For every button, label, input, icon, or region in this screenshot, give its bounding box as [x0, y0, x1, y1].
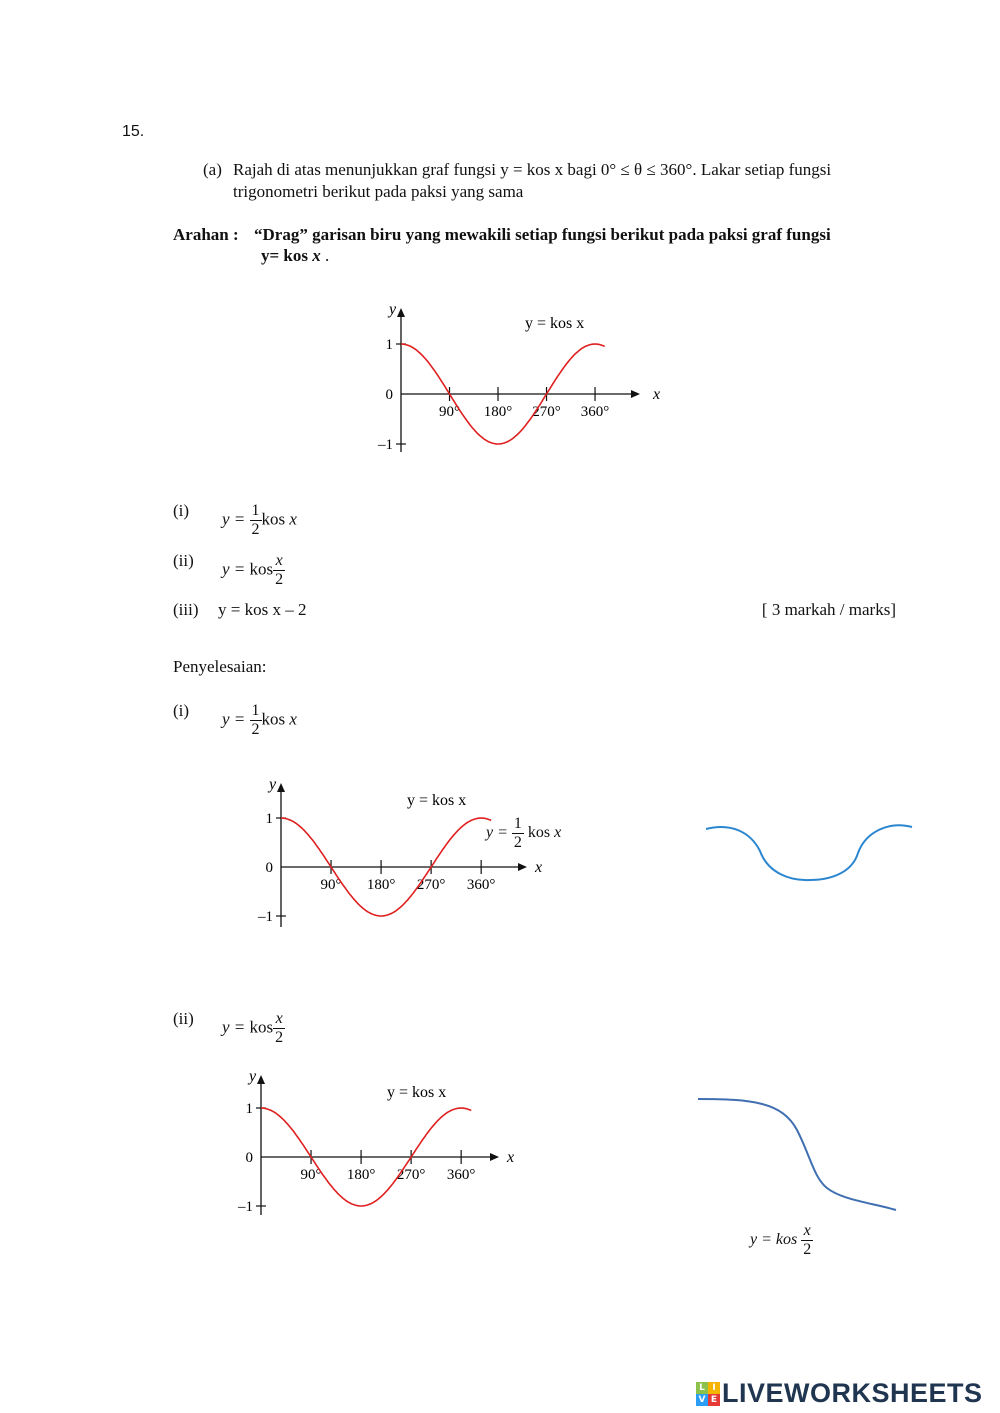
part-ii-label: (ii) [173, 551, 194, 570]
curve-label: y = kos x [387, 1084, 447, 1101]
x-tick-label: 270° [532, 404, 561, 420]
draggable-curve-cos-half-x[interactable] [692, 1090, 902, 1220]
curve-label: y = kos x [525, 315, 585, 332]
solution-ii-graph [225, 1065, 525, 1225]
logo-badge-icon: L I V E [696, 1382, 720, 1406]
curve-label: y = kos x [407, 792, 467, 809]
y-tick-label: 0 [245, 1150, 253, 1166]
part-ii-expression: y = kos $\frac{x}{2}$ [222, 552, 284, 588]
y-tick-label: 0 [265, 860, 273, 876]
solution-ii-answer-label: y = kos $\frac{x}{2}$ [750, 1222, 812, 1258]
y-tick-label: –1 [378, 437, 393, 453]
x-tick-label: 180° [483, 404, 513, 420]
part-a-label: (a) [203, 160, 222, 179]
part-iii-expression: y = kos x – 2 [218, 600, 307, 619]
y-axis-label: y [269, 776, 277, 793]
y-tick-label: 1 [265, 811, 273, 827]
intro-line-2: trigonometri berikut pada paksi yang sama [233, 182, 524, 201]
marks-text: [ 3 markah / marks] [761, 600, 896, 619]
instruction-line-1: “Drag” garisan biru yang mewakili setiap fungsi berikut pada paksi graf fungsi [254, 225, 831, 244]
fraction: $\frac{1}{2}$ [251, 502, 260, 538]
x-tick-label: 270° [396, 1167, 426, 1183]
question-number: 15. [122, 123, 145, 140]
fraction: $\frac{x}{2}$ [275, 552, 284, 588]
x-axis-arrow [518, 863, 527, 871]
x-tick-label: 360° [580, 404, 610, 420]
x-axis-label: x [653, 386, 661, 403]
part-i-label: (i) [173, 501, 190, 520]
y-tick-label: 1 [385, 337, 393, 353]
x-axis-arrow [631, 390, 640, 398]
instruction-line-2: y= kos x . [261, 246, 330, 265]
fraction: $\frac{1}{2}$ [513, 815, 522, 851]
blue-curve-line[interactable] [706, 825, 912, 880]
brand-name: LIVEWORKSHEETS [722, 1378, 983, 1408]
x-tick-label: 180° [366, 877, 396, 893]
part-iii-label: (iii) [173, 600, 199, 619]
y-tick-label: 0 [385, 387, 393, 403]
instruction-label: Arahan : [173, 225, 239, 244]
solution-i-label: (i) [173, 701, 190, 720]
x-tick-label: 90° [300, 1167, 322, 1183]
x-tick-label: 180° [346, 1167, 376, 1183]
x-tick-label: 270° [416, 877, 446, 893]
solution-heading: Penyelesaian: [173, 657, 267, 676]
x-tick-label: 90° [320, 877, 342, 893]
y-axis-label: y [389, 301, 397, 318]
solution-ii-expression: y = kos $\frac{x}{2}$ [222, 1010, 284, 1046]
solution-i-graph [245, 775, 545, 935]
x-axis-label: x [507, 1149, 515, 1166]
y-axis-arrow [257, 1075, 265, 1084]
part-i-expression: y = $\frac{1}{2}$ kos x [222, 502, 297, 538]
solution-i-expression: y = $\frac{1}{2}$ kos x [222, 702, 297, 738]
y-axis-arrow [397, 308, 405, 317]
x-axis-label: x [535, 859, 543, 876]
solution-i-answer-label: y = $\frac{1}{2}$ kos x [486, 815, 562, 851]
fraction: $\frac{x}{2}$ [275, 1010, 284, 1046]
y-tick-label: 1 [245, 1101, 253, 1117]
y-tick-label: –1 [258, 909, 273, 925]
solution-ii-label: (ii) [173, 1009, 194, 1028]
y-tick-label: –1 [238, 1199, 253, 1215]
intro-text [233, 159, 913, 203]
blue-curve-line[interactable] [698, 1099, 896, 1210]
x-axis-arrow [490, 1153, 499, 1161]
fraction: $\frac{1}{2}$ [251, 702, 260, 738]
intro-line-1: Rajah di atas menunjukkan graf fungsi y = kos x bagi 0° ≤ θ ≤ 360°. Lakar setiap fungsi [233, 160, 832, 179]
liveworksheets-logo [696, 1378, 983, 1409]
draggable-curve-half-cos[interactable] [700, 815, 920, 890]
x-tick-label: 360° [446, 1167, 476, 1183]
main-cos-graph [365, 300, 665, 460]
y-axis-label: y [249, 1068, 257, 1085]
x-tick-label: 360° [466, 877, 496, 893]
y-axis-arrow [277, 783, 285, 792]
x-tick-label: 90° [439, 404, 461, 420]
fraction: $\frac{x}{2}$ [803, 1222, 812, 1258]
